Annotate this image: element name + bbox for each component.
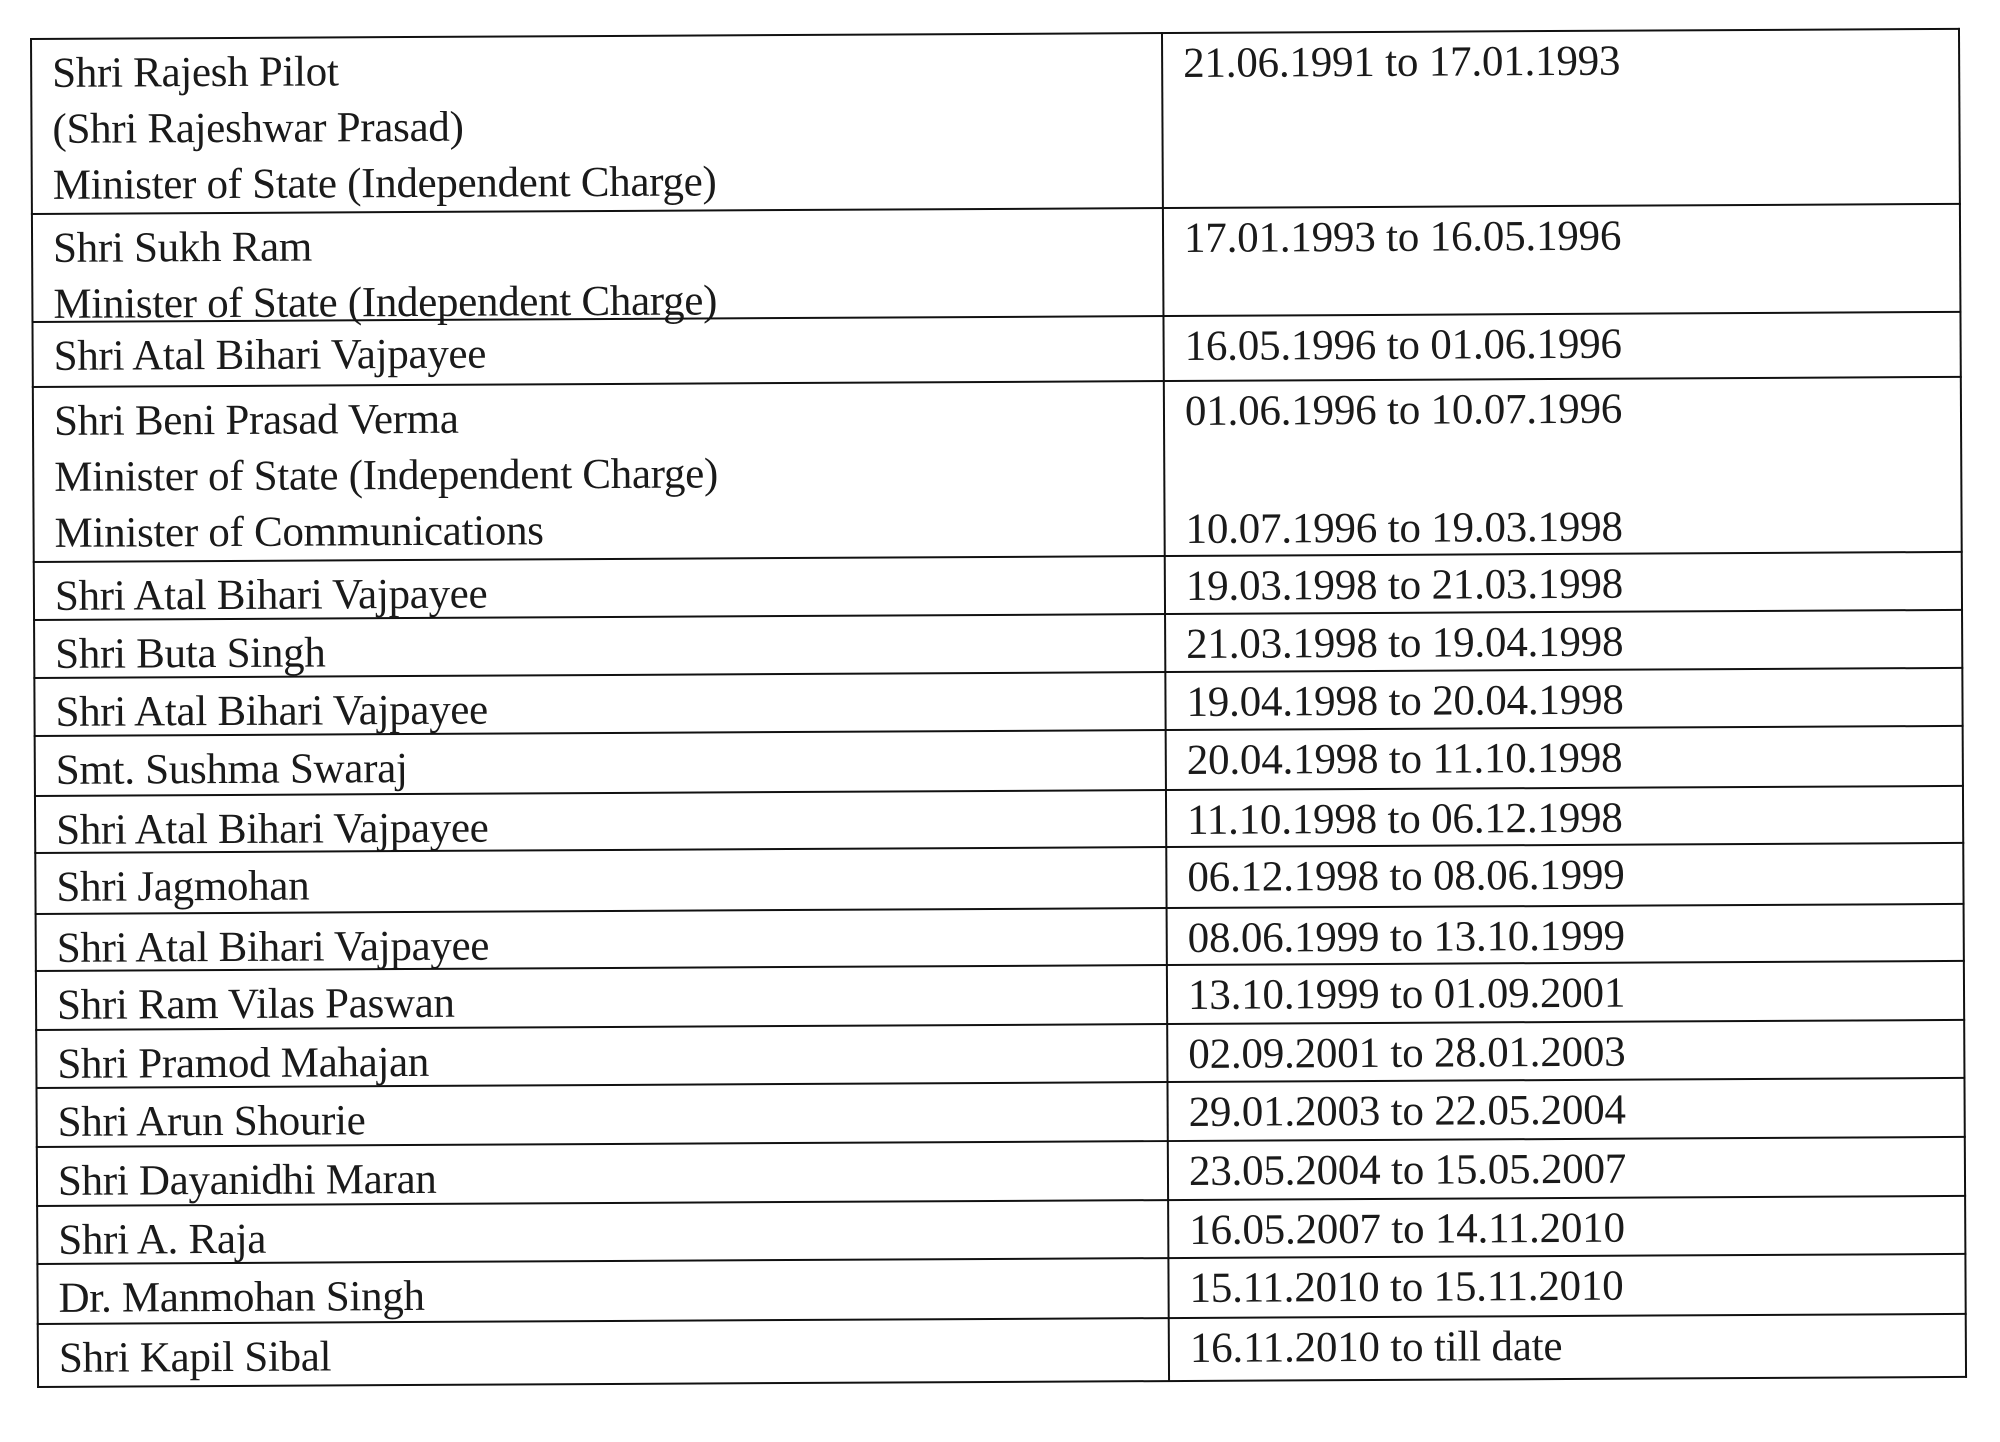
tenure-period: 02.09.2001 to 28.01.2003 [1188, 1028, 1626, 1078]
tenure-period: 08.06.1999 to 13.10.1999 [1187, 912, 1626, 962]
tenure-period: 17.01.1993 to 16.05.1996 [1183, 212, 1622, 262]
table-row [34, 842, 1964, 913]
minister-cell [56, 854, 1156, 916]
table-row [35, 903, 1965, 970]
minister-name: Shri Atal Bihari Vajpayee [55, 686, 489, 736]
minister-name: Shri Beni Prasad Verma [53, 395, 459, 445]
minister-name: Smt. Sushma Swaraj [55, 745, 408, 794]
minister-designation: Minister of Communications [54, 507, 544, 557]
table-row [37, 1313, 1967, 1388]
tenure-cell [1183, 32, 1943, 92]
table-row [36, 1195, 1966, 1263]
minister-name: Shri Kapil Sibal [58, 1333, 332, 1382]
tenure-period: 06.12.1998 to 08.06.1999 [1187, 851, 1625, 901]
table-row [33, 609, 1963, 677]
tenure-cell [1188, 964, 1948, 1024]
minister-name: Shri Ram Vilas Paswan [56, 979, 455, 1029]
minister-designation: Minister of State (Independent Charge) [52, 158, 717, 209]
minister-name: Shri Buta Singh [55, 629, 326, 678]
table-row [33, 551, 1963, 619]
table-row [32, 376, 1963, 561]
tenure-period: 16.05.1996 to 01.06.1996 [1184, 320, 1622, 370]
table-row [35, 1077, 1965, 1146]
table-row [30, 28, 1961, 213]
tenure-period: 11.10.1998 to 06.12.1998 [1186, 794, 1623, 844]
tenure-cell [1184, 207, 1944, 267]
tenure-period: 16.05.2007 to 14.11.2010 [1189, 1204, 1625, 1254]
table-row [35, 1019, 1965, 1087]
tenure-cell [1188, 1081, 1948, 1141]
minister-name: Shri Rajesh Pilot [52, 48, 339, 97]
minister-designation: Minister of State (Independent Charge) [54, 450, 719, 501]
tenure-period: 19.04.1998 to 20.04.1998 [1186, 676, 1624, 726]
table-row [31, 203, 1962, 328]
table-row [31, 311, 1961, 386]
tenure-period: 21.06.1991 to 17.01.1993 [1183, 37, 1621, 87]
tenure-period: 20.04.1998 to 11.10.1998 [1186, 734, 1623, 784]
minister-name: Shri Pramod Mahajan [57, 1038, 430, 1088]
minister-name: Shri Sukh Ram [52, 223, 313, 272]
table-row [36, 1136, 1966, 1205]
minister-name: Shri Jagmohan [56, 862, 310, 911]
tenure-period: 16.11.2010 to till date [1189, 1322, 1563, 1372]
tenure-cell [1187, 846, 1947, 906]
tenure-cell [1189, 1257, 1949, 1317]
tenure-cell [1184, 380, 1945, 553]
minister-name: Shri Atal Bihari Vajpayee [53, 330, 487, 380]
minister-cell [54, 388, 1155, 562]
tenure-cell [1188, 1023, 1948, 1083]
minister-cell [59, 1325, 1159, 1387]
minister-name: Shri Arun Shourie [57, 1097, 366, 1146]
tenure-cell [1186, 555, 1946, 615]
minister-cell [54, 323, 1154, 385]
tenure-period: 01.06.1996 to 10.07.1996 [1184, 385, 1623, 435]
tenure-period: 29.01.2003 to 22.05.2004 [1188, 1086, 1626, 1136]
table-row [34, 785, 1964, 852]
table-row [34, 725, 1964, 795]
minister-name: Shri Dayanidhi Maran [57, 1155, 437, 1205]
minister-cell [52, 40, 1153, 214]
table-row [35, 960, 1965, 1029]
minister-name: Dr. Manmohan Singh [58, 1272, 425, 1322]
minister-designation: (Shri Rajeshwar Prasad) [52, 103, 464, 153]
tenure-cell [1190, 1317, 1950, 1377]
minister-name: Shri Atal Bihari Vajpayee [56, 804, 489, 854]
table-row [33, 667, 1963, 735]
minister-name: Shri Atal Bihari Vajpayee [54, 570, 488, 620]
tenure-cell [1189, 1140, 1949, 1200]
minister-name: Shri Atal Bihari Vajpayee [56, 922, 490, 972]
minister-name: Shri A. Raja [58, 1215, 267, 1264]
tenure-period: 10.07.1996 to 19.03.1998 [1185, 503, 1623, 553]
minister-designation: Minister of State (Independent Charge) [53, 277, 718, 328]
tenure-cell [1187, 789, 1947, 849]
table-row [36, 1253, 1966, 1323]
tenure-period: 15.11.2010 to 15.11.2010 [1189, 1262, 1624, 1312]
tenure-period: 19.03.1998 to 21.03.1998 [1185, 560, 1624, 610]
tenure-period: 23.05.2004 to 15.05.2007 [1188, 1145, 1627, 1195]
tenure-cell [1186, 613, 1946, 673]
tenure-cell [1186, 671, 1946, 731]
tenure-cell [1187, 729, 1947, 789]
tenure-cell [1184, 315, 1944, 375]
ministers-table [30, 28, 1967, 1388]
tenure-cell [1188, 907, 1948, 967]
tenure-period: 13.10.1999 to 01.09.2001 [1187, 969, 1626, 1019]
tenure-cell [1189, 1199, 1949, 1259]
tenure-period: 21.03.1998 to 19.04.1998 [1186, 618, 1624, 668]
